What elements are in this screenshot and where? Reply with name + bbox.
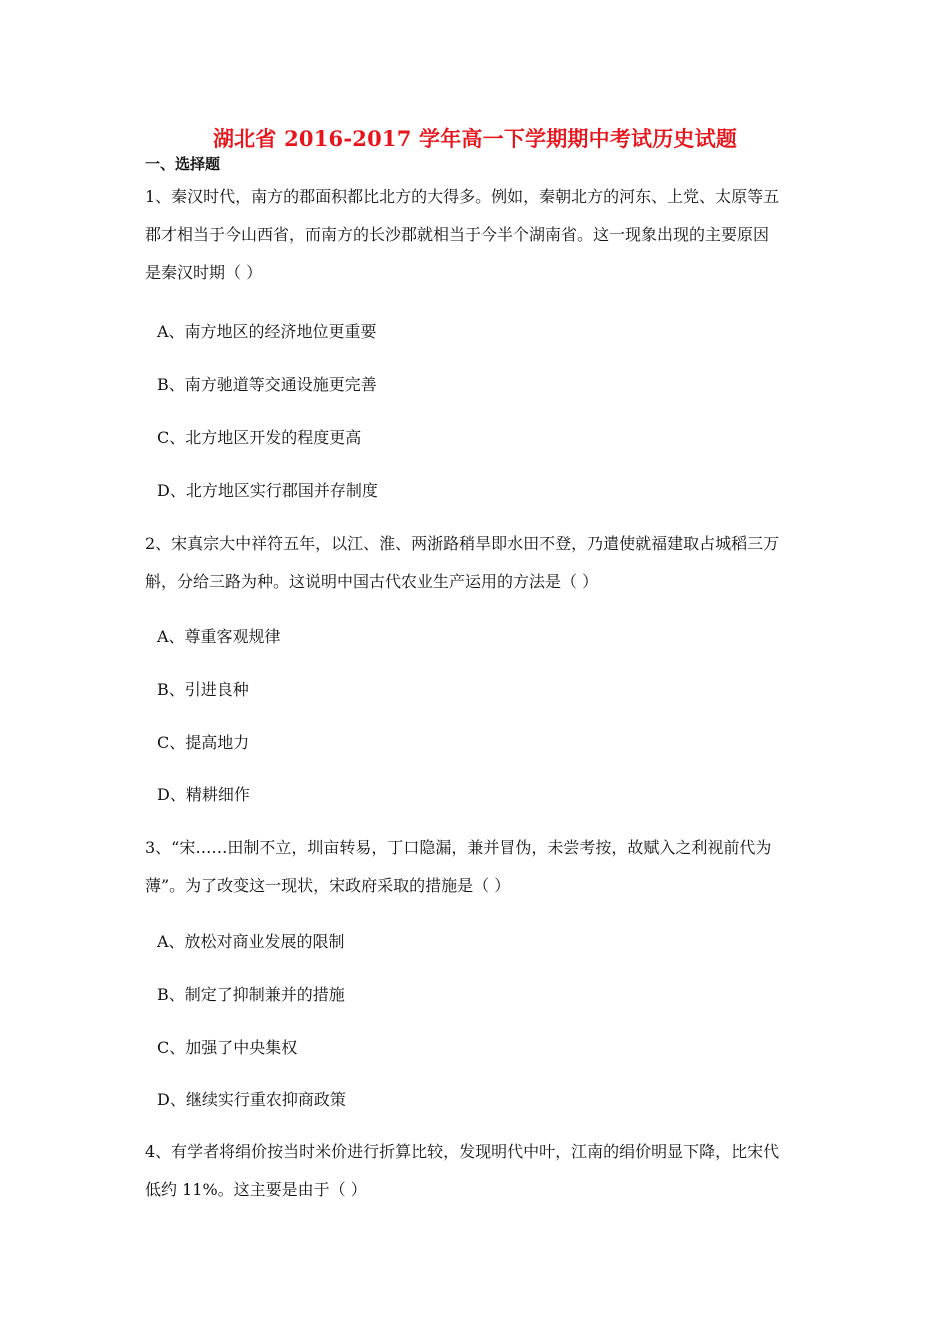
question-1-stem (145, 178, 810, 292)
question-line: 4、有学者将绢价按当时米价进行折算比较，发现明代中叶，江南的绢价明显下降，比宋代 (145, 1142, 780, 1161)
question-line: 薄”。为了改变这一现状，宋政府采取的措施是（ ） (145, 876, 511, 895)
question-1-option-c: C、北方地区开发的程度更高 (157, 428, 362, 447)
section-heading: 一、选择题 (145, 155, 221, 173)
question-3-stem (145, 829, 810, 905)
question-line: 斛，分给三路为种。这说明中国古代农业生产运用的方法是（ ） (145, 572, 599, 591)
question-3-option-b: B、制定了抑制兼并的措施 (157, 985, 345, 1004)
question-1-option-d: D、北方地区实行郡国并存制度 (157, 481, 378, 500)
question-3-option-d: D、继续实行重农抑商政策 (157, 1090, 346, 1109)
document-title: 湖北省 2016-2017 学年高一下学期期中考试历史试题 (212, 126, 738, 151)
question-line: 2、宋真宗大中祥符五年，以江、淮、两浙路稍旱即水田不登，乃遣使就福建取占城稻三万 (145, 534, 780, 553)
question-2-option-d: D、精耕细作 (157, 785, 250, 804)
question-line: 郡才相当于今山西省，而南方的长沙郡就相当于今半个湖南省。这一现象出现的主要原因 (145, 225, 770, 244)
question-4-stem (145, 1133, 810, 1209)
question-2-option-c: C、提高地力 (157, 733, 250, 752)
question-line: 是秦汉时期（ ） (145, 263, 263, 282)
question-1-option-a: A、南方地区的经济地位更重要 (157, 322, 377, 341)
question-line: 低约 11%。这主要是由于（ ） (145, 1180, 367, 1199)
question-1-option-b: B、南方驰道等交通设施更完善 (157, 375, 377, 394)
question-3-option-c: C、加强了中央集权 (157, 1038, 298, 1057)
question-line: 1、秦汉时代，南方的郡面积都比北方的大得多。例如，秦朝北方的河东、上党、太原等五 (145, 187, 780, 206)
question-line: 3、“宋……田制不立，圳亩转易，丁口隐漏，兼并冒伪，未尝考按，故赋入之利视前代为 (145, 838, 772, 857)
question-2-stem (145, 525, 810, 601)
question-3-option-a: A、放松对商业发展的限制 (157, 932, 345, 951)
question-2-option-a: A、尊重客观规律 (157, 627, 281, 646)
question-2-option-b: B、引进良种 (157, 680, 249, 699)
